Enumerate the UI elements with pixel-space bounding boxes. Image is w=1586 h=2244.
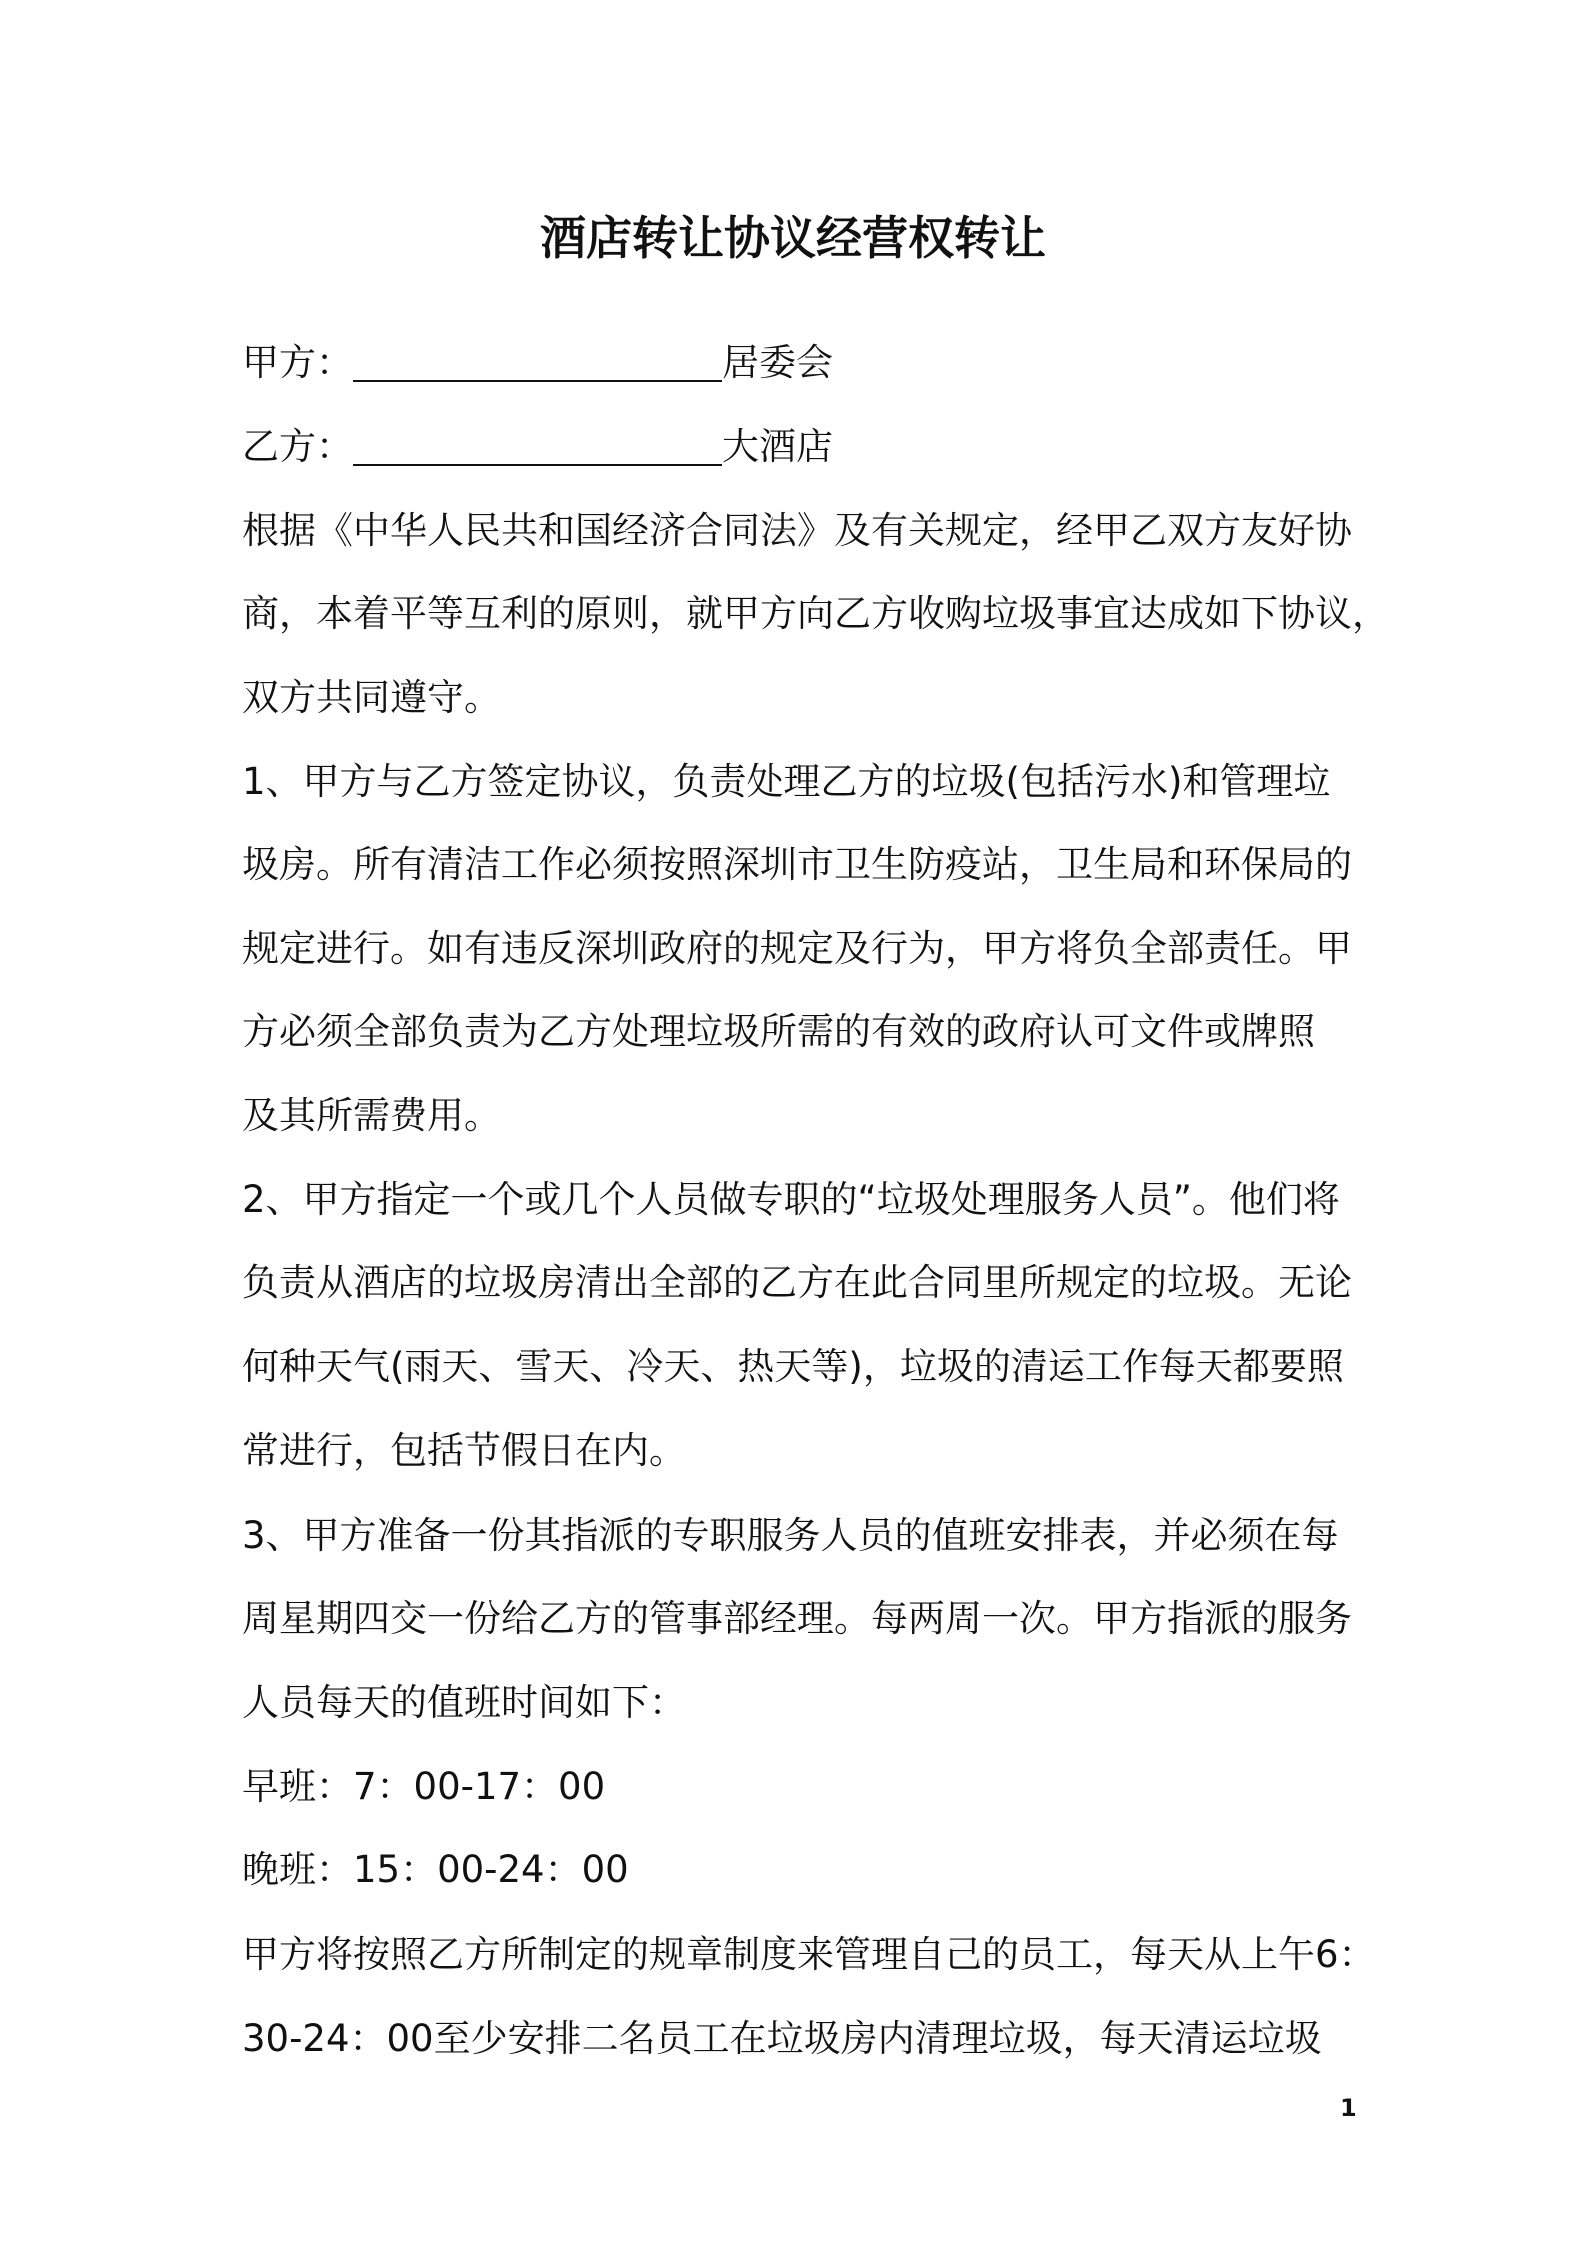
- body-line: 3、甲方准备一份其指派的专职服务人员的值班安排表，并必须在每: [242, 1514, 1339, 1557]
- party-a-label: 甲方：: [242, 341, 353, 384]
- body-line: 30-24：00至少安排二名员工在垃圾房内清理垃圾，每天清运垃圾: [242, 2017, 1322, 2060]
- body-line: 晚班：15：00-24：00: [242, 1848, 629, 1891]
- party-b-value: 大酒店: [722, 425, 833, 468]
- party-a-blank: [353, 344, 722, 382]
- body-line: 1、甲方与乙方签定协议，负责处理乙方的垃圾(包括污水)和管理垃: [242, 760, 1331, 803]
- page-number: 1: [1340, 2094, 1357, 2122]
- body-line: 双方共同遵守。: [242, 676, 501, 719]
- body-line: 规定进行。如有违反深圳政府的规定及行为，甲方将负全部责任。甲: [242, 927, 1352, 970]
- body-line: 根据《中华人民共和国经济合同法》及有关规定，经甲乙双方友好协: [242, 509, 1352, 552]
- body-line: 及其所需费用。: [242, 1094, 501, 1137]
- body-line: 2、甲方指定一个或几个人员做专职的“垃圾处理服务人员”。他们将: [242, 1178, 1340, 1221]
- body-line: 甲方将按照乙方所制定的规章制度来管理自己的员工，每天从上午6：: [242, 1933, 1376, 1976]
- body-line: 何种天气(雨天、雪天、冷天、热天等)，垃圾的清运工作每天都要照: [242, 1345, 1344, 1388]
- body-line: 周星期四交一份给乙方的管事部经理。每两周一次。甲方指派的服务: [242, 1597, 1352, 1640]
- body-line: 常进行，包括节假日在内。: [242, 1429, 686, 1472]
- body-line: 早班：7：00-17：00: [242, 1765, 606, 1808]
- body-line: 负责从酒店的垃圾房清出全部的乙方在此合同里所规定的垃圾。无论: [242, 1261, 1352, 1304]
- party-a-value: 居委会: [722, 341, 833, 384]
- body-line: 圾房。所有清洁工作必须按照深圳市卫生防疫站，卫生局和环保局的: [242, 843, 1352, 886]
- body-line: 方必须全部负责为乙方处理垃圾所需的有效的政府认可文件或牌照: [242, 1010, 1315, 1053]
- party-b-line: [242, 422, 1392, 472]
- body-line: 人员每天的值班时间如下：: [242, 1681, 686, 1724]
- body-line: 商，本着平等互利的原则，就甲方向乙方收购垃圾事宜达成如下协议，: [242, 592, 1389, 635]
- document-title: 酒店转让协议经营权转让: [540, 211, 1046, 265]
- party-a-line: [242, 338, 1392, 388]
- party-b-blank: [353, 428, 722, 466]
- party-b-label: 乙方：: [242, 425, 353, 468]
